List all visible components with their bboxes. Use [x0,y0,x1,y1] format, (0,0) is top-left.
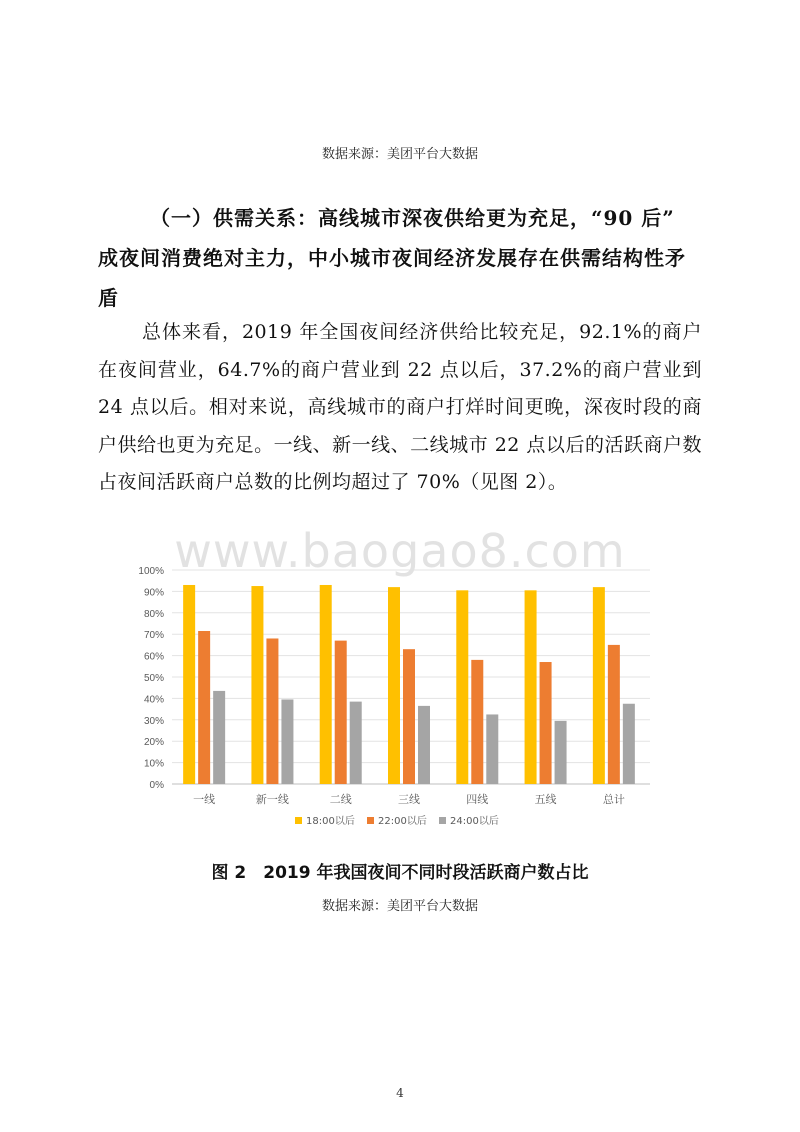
bar-chart [120,558,660,840]
bar [213,691,225,784]
legend-swatch [439,817,446,824]
x-tick-label: 总计 [602,793,625,806]
x-tick-label: 一线 [193,793,216,806]
x-tick-label: 三线 [398,793,420,806]
y-tick-label: 20% [143,737,164,749]
bar [388,587,400,784]
bar [403,649,415,784]
x-tick-label: 二线 [329,793,352,806]
heading-line-3: 盾 [98,286,119,310]
heading-line-2: 成夜间消费绝对主力，中小城市夜间经济发展存在供需结构性矛 [98,246,686,270]
page-number: 4 [396,1086,404,1100]
y-tick-label: 70% [143,630,164,642]
legend-swatch [367,817,374,824]
bar [350,702,362,784]
data-source-top: 数据来源：美团平台大数据 [321,147,478,162]
y-tick-label: 0% [149,780,164,791]
y-tick-label: 30% [143,715,164,727]
x-tick-label: 五线 [534,793,557,806]
y-tick-label: 50% [143,673,164,684]
bar [266,638,278,784]
legend-label: 18:00以后 [306,816,355,827]
y-tick-label: 60% [143,651,164,663]
bar [335,641,347,784]
legend-label: 22:00以后 [378,816,427,827]
heading-line-1: （一）供需关系：高线城市深夜供给更为充足，“90 后” [150,206,675,230]
data-source-bottom: 数据来源：美团平台大数据 [321,899,478,914]
bar [320,585,332,784]
y-tick-label: 100% [138,566,164,577]
bar [525,590,537,784]
watermark: www.baogao8.com [174,524,626,578]
y-tick-label: 40% [143,694,164,706]
y-tick-label: 80% [143,608,164,620]
legend-swatch [295,817,302,824]
bar [418,706,430,784]
bar [623,704,635,784]
bar [251,586,263,784]
figure-caption: 图 2 2019 年我国夜间不同时段活跃商户数占比 [211,863,589,883]
bar [198,631,210,784]
bar [281,699,293,784]
bar [456,590,468,784]
y-tick-label: 90% [143,587,164,599]
bar [540,662,552,784]
bar [608,645,620,784]
legend-label: 24:00以后 [450,816,499,827]
bar [555,721,567,784]
bar [593,587,605,784]
body-paragraph: 总体来看，2019 年全国夜间经济供给比较充足，92.1%的商户在夜间营业，64.7%的商户营业到 22 点以后，37.2%的商户营业到 24 点以后。相对来说，高线城市的商户打烊时间更晚，深夜时段的商户供给也更为充足。一线、新一线、二线城市 22 点以后的活跃商户数占夜间活跃商户总数的比例均超过了 70%（见图 2）。 [98,321,702,493]
bar [486,714,498,784]
bar [471,660,483,784]
bar [183,585,195,784]
section-heading [98,198,708,318]
y-tick-label: 10% [143,758,164,770]
x-tick-label: 新一线 [255,793,289,806]
x-tick-label: 四线 [466,793,489,806]
